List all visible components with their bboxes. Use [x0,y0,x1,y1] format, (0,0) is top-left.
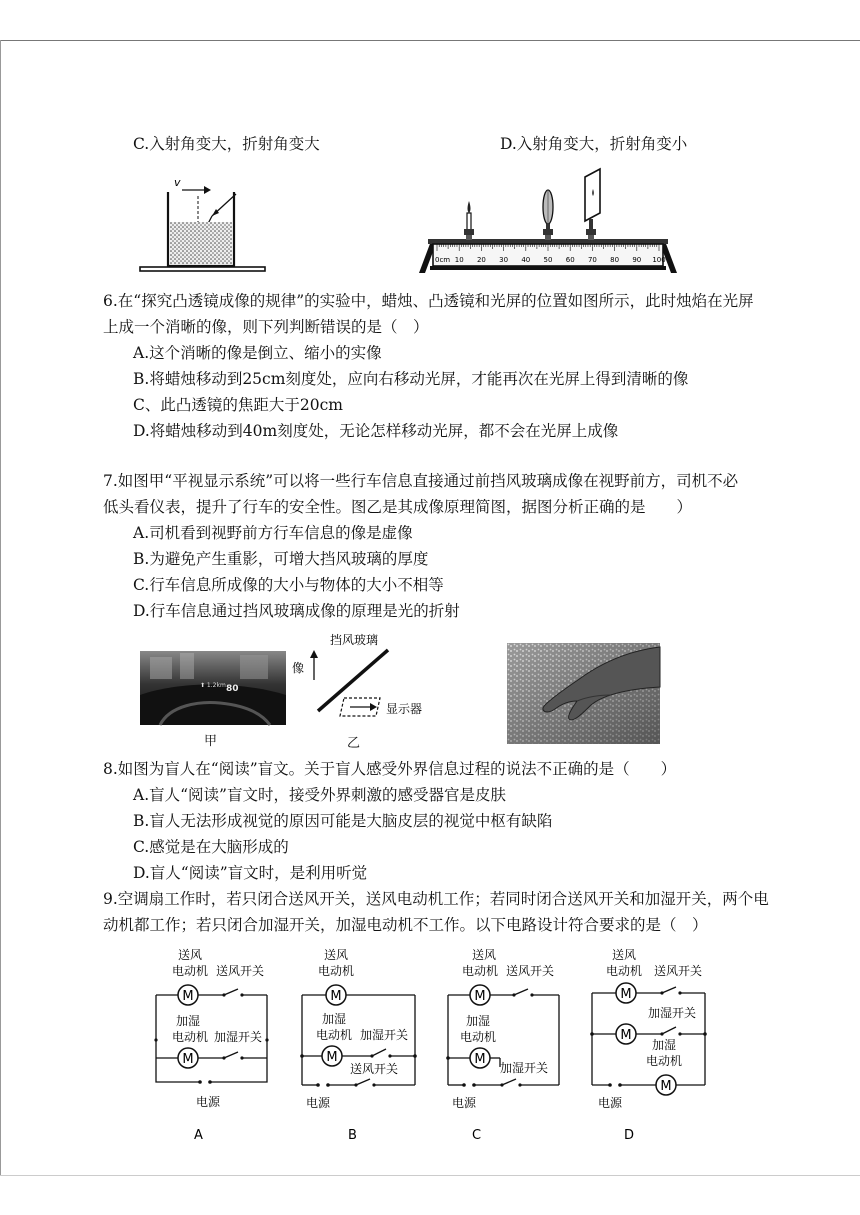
circuit-a-letter: A [194,1128,203,1143]
svg-text:加湿: 加湿 [652,1038,677,1052]
svg-text:送风: 送风 [612,948,637,962]
bench-tick-label: 80 [610,256,620,264]
q7-option-c: C.行车信息所成像的大小与物体的大小不相等 [133,576,444,594]
svg-text:送风开关: 送风开关 [506,964,555,978]
hud-dashboard-photo [140,651,286,725]
fan-motor-icon: M [182,989,194,1004]
fan-motor-icon: M [620,987,632,1002]
svg-text:电动机: 电动机 [646,1054,683,1068]
q9-stem-line2: 动机都工作；若只闭合加湿开关，加湿电动机不工作。以下电路设计符合要求的是（ ） [103,916,708,934]
q6-stem-line1: 6.在“探究凸透镜成像的规律”的实验中，蜡烛、凸透镜和光屏的位置如图所示，此时烛焰在光屏 [103,292,754,310]
bench-tick-label: 100 [652,256,666,264]
q8-option-c: C.感觉是在大脑形成的 [133,838,289,856]
bench-tick-label: 70 [587,256,597,264]
svg-text:送风开关: 送风开关 [350,1062,399,1076]
svg-text:送风: 送风 [178,948,203,962]
hud-principle-diagram [291,632,445,727]
svg-text:加湿: 加湿 [176,1014,201,1028]
svg-text:送风开关: 送风开关 [216,964,265,978]
option-d-top: D.入射角变大，折射角变小 [500,135,688,153]
velocity-label: v [174,176,181,189]
q6-option-a: A.这个消晰的像是倒立、缩小的实像 [133,344,382,362]
q7-option-a: A.司机看到视野前方行车信息的像是虚像 [133,524,413,542]
svg-text:80: 80 [226,684,239,694]
svg-text:电源: 电源 [598,1096,623,1110]
circuit-b [296,945,431,1145]
bench-tick-label: 0cm [435,256,451,264]
q8-stem: 8.如图为盲人在“阅读”盲文。关于盲人感受外界信息过程的说法不正确的是（ ） [103,760,677,778]
q6-stem-line2: 上成一个消晰的像，则下列判断错误的是（ ） [103,318,429,336]
svg-text:电动机: 电动机 [462,964,499,978]
bench-tick-label: 50 [543,256,553,264]
humid-motor-icon: M [182,1052,194,1067]
bench-tick-label: 60 [565,256,575,264]
convex-lens-icon [543,190,553,240]
svg-text:电源: 电源 [306,1096,331,1110]
q6-option-b: B.将蜡烛移动到25cm刻度处，应向右移动光屏，才能再次在光屏上得到清晰的像 [133,370,689,388]
svg-text:⬆ 1.2km: ⬆ 1.2km [200,682,226,689]
svg-text:电动机: 电动机 [172,1030,209,1044]
page-border-bottom [0,1175,860,1176]
svg-text:送风开关: 送风开关 [654,964,703,978]
humid-motor-icon: M [474,1052,486,1067]
circuit-d-letter: D [624,1128,635,1143]
q7-stem-line2: 低头看仪表，提升了行车的安全性。图乙是其成像原理简图，据图分析正确的是 ） [103,498,693,516]
page-border-left [0,40,1,1175]
fan-motor-icon: M [474,989,486,1004]
svg-text:加湿开关: 加湿开关 [648,1006,697,1020]
svg-text:送风: 送风 [472,948,497,962]
page-border-top [0,40,860,41]
circuit-c [442,945,577,1145]
q9-stem-line1: 9.空调扇工作时，若只闭合送风开关，送风电动机工作；若同时闭合送风开关和加湿开关，两个电 [103,890,769,908]
svg-text:电动机: 电动机 [460,1030,497,1044]
fig-jia-caption: 甲 [204,734,218,749]
humid-motor-icon: M [326,1050,338,1065]
q8-option-b: B.盲人无法形成视觉的原因可能是大脑皮层的视觉中枢有缺陷 [133,812,553,830]
humid-motor-icon: M [620,1028,632,1043]
svg-text:加湿开关: 加湿开关 [360,1028,409,1042]
display-label: 显示器 [386,702,423,716]
fig-yi-caption: 乙 [347,736,361,751]
svg-text:电动机: 电动机 [316,1028,353,1042]
q7-option-d: D.行车信息通过挡风玻璃成像的原理是光的折射 [133,602,460,620]
circuit-d [588,945,723,1145]
bench-tick-label: 90 [632,256,642,264]
container-figure [138,170,268,275]
svg-text:加湿: 加湿 [466,1014,491,1028]
bench-tick-label: 40 [521,256,531,264]
windshield-label: 挡风玻璃 [330,633,379,647]
circuit-c-letter: C [472,1128,482,1143]
optical-bench-figure [413,163,685,275]
light-screen-icon [585,169,600,240]
svg-text:电动机: 电动机 [172,964,209,978]
circuit-b-letter: B [348,1128,357,1143]
option-c-top: C.入射角变大，折射角变大 [133,135,320,153]
fan-motor-icon: M [330,989,342,1004]
circuit-a [150,945,285,1145]
q7-stem-line1: 7.如图甲“平视显示系统”可以将一些行车信息直接通过前挡风玻璃成像在视野前方，司机不必 [103,472,739,490]
svg-text:送风: 送风 [324,948,349,962]
svg-text:电源: 电源 [196,1095,221,1109]
candle-icon [464,201,474,240]
q8-option-a: A.盲人“阅读”盲文时，接受外界刺激的感受器官是皮肤 [133,786,506,804]
svg-text:加湿: 加湿 [322,1012,347,1026]
humid-motor-icon-2: M [660,1079,672,1094]
q8-option-d: D.盲人“阅读”盲文时，是利用听觉 [133,864,368,882]
q7-option-b: B.为避免产生重影，可增大挡风玻璃的厚度 [133,550,429,568]
bench-tick-label: 30 [499,256,509,264]
bench-tick-label: 10 [454,256,464,264]
svg-text:电源: 电源 [452,1096,477,1110]
svg-text:加湿开关: 加湿开关 [500,1061,549,1075]
q6-option-d: D.将蜡烛移动到40m刻度处，无论怎样移动光屏，都不会在光屏上成像 [133,422,619,440]
image-label: 像 [291,661,304,675]
bench-tick-label: 20 [476,256,486,264]
svg-text:加湿开关: 加湿开关 [214,1030,263,1044]
svg-text:电动机: 电动机 [318,964,355,978]
svg-text:电动机: 电动机 [606,964,643,978]
q6-option-c: C、此凸透镜的焦距大于20cm [133,396,343,414]
braille-reading-photo [507,643,660,744]
